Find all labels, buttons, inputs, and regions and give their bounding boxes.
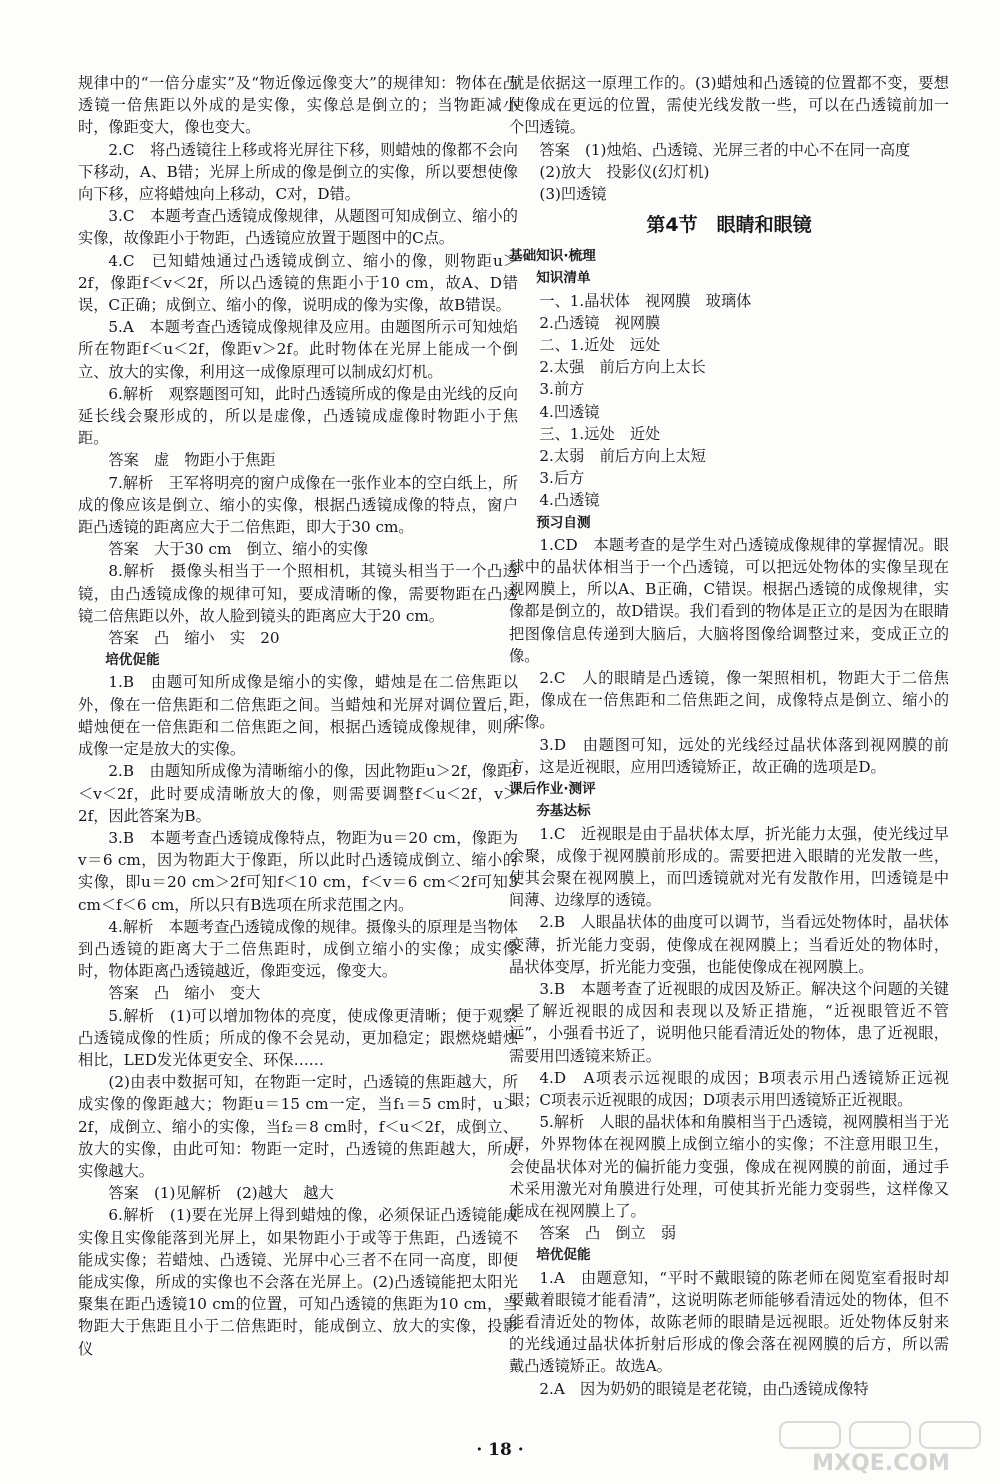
paragraph: (3)凹透镜 bbox=[539, 185, 607, 204]
paragraph: 5.解析 人眼的晶状体和角膜相当于凸透镜，视网膜相当于光屏，外界物体在视网膜上成倒立缩小的实像；不注意用眼卫生，会使晶状体对光的偏折能力变强，像成在视网膜的前面，通过手术采用激光对角膜进行处理，可使其折光能力变弱些，这样像又能成在视网膜上了。 bbox=[509, 1113, 949, 1220]
paragraph: 7.解析 王军将明亮的窗户成像在一张作业本的空白纸上，所成的像应该是倒立、缩小的实像，根据凸透镜成像的特点，窗户距凸透镜的距离应大于二倍焦距，即大于30 cm。 bbox=[78, 473, 518, 537]
paragraph: 4.C 已知蜡烛通过凸透镜成倒立、缩小的像，则物距u＞2f，像距f＜v＜2f，所以凸透镜的焦距小于10 cm，故A、D错误，C正确；成倒立、缩小的像，说明成的像为实像，故B错误。 bbox=[78, 251, 518, 315]
paragraph: 1.B 由题可知所成像是缩小的实像，蜡烛是在二倍焦距以外，像在一倍焦距和二倍焦距之间。当蜡烛和光屏对调位置后，蜡烛便在一倍焦距和二倍焦距之间，根据凸透镜成像规律，则所成像一定是放大的实像。 bbox=[78, 673, 518, 759]
paragraph: 答案 凸 缩小 变大 bbox=[108, 984, 261, 1003]
subheading: 培优促能 bbox=[105, 652, 160, 669]
subheading: 培优促能 bbox=[536, 1247, 591, 1264]
paragraph: 答案 虚 物距小于焦距 bbox=[108, 451, 276, 470]
paragraph: 答案 大于30 cm 倒立、缩小的实像 bbox=[108, 540, 369, 559]
paragraph: 2.太弱 前后方向上太短 bbox=[539, 447, 706, 466]
paragraph: 1.CD 本题考查的是学生对凸透镜成像规律的掌握情况。眼球中的晶状体相当于一个凸透镜，可以把远处物体的实像呈现在视网膜上，所以A、B正确，C错误。根据凸透镜的成像规律，实像都是倒立的，故D错误。我们看到的物体是正立的是因为在眼睛把图像信息传递到大脑后，大脑将图像给调整过来，变成正立的像。 bbox=[509, 535, 949, 665]
paragraph: 4.凹透镜 bbox=[539, 402, 600, 421]
subheading: 预习自测 bbox=[536, 514, 591, 531]
page-number: · 18 · bbox=[476, 1440, 524, 1460]
paragraph: 1.A 由题意知，“平时不戴眼镜的陈老师在阅览室看报时却要戴着眼镜才能看清”，这说明陈老师能够看清远处的物体，但不能看清近处的物体，故陈老师的眼睛是远视眼。近处物体反射来的光线通过晶状体折射后形成的像会落在视网膜的后方，所以需戴凸透镜矫正。故选A。 bbox=[509, 1268, 949, 1376]
paragraph: 1.C 近视眼是由于晶状体太厚，折光能力太强，使光线过早会聚，成像于视网膜前形成的。需要把进入眼睛的光发散一些，使其会聚在视网膜上，而凹透镜就对光有发散作用，凹透镜是中间薄、边缘厚的透镜。 bbox=[509, 824, 949, 910]
paragraph: 一、1.晶状体 视网膜 玻璃体 bbox=[539, 291, 752, 310]
subheading: 基础知识·梳理 bbox=[509, 248, 596, 265]
left-column bbox=[78, 72, 518, 1360]
paragraph: 二、1.近处 远处 bbox=[539, 336, 661, 355]
paragraph: 6.解析 观察题图可知，此时凸透镜所成的像是由光线的反向延长线会聚形成的，所以是虚像，凸透镜成虚像时物距小于焦距。 bbox=[78, 384, 518, 448]
paragraph: 答案 (1)烛焰、凸透镜、光屏三者的中心不在同一高度 bbox=[539, 140, 911, 159]
paragraph: 3.前方 bbox=[539, 380, 585, 399]
paragraph: 答案 凸 倒立 弱 bbox=[539, 1224, 677, 1243]
paragraph: 3.B 本题考查凸透镜成像特点，物距为u＝20 cm，像距为v＝6 cm，因为物距大于像距，所以此时凸透镜成倒立、缩小的实像，即u＝20 cm＞2f可知f＜10 cm，f＜v＝6 cm＜2f可知3 cm＜f＜6 cm，所以只有B选项在所求范围之内。 bbox=[78, 828, 518, 914]
paragraph: 3.C 本题考查凸透镜成像规律，从题图可知成倒立、缩小的实像，故像距小于物距，凸透镜应放置于题图中的C点。 bbox=[78, 207, 518, 248]
paragraph: 就是依据这一原理工作的。(3)蜡烛和凸透镜的位置都不变，要想使像成在更远的位置，需使光线发散一些，可以在凸透镜前加一个凹透镜。 bbox=[509, 74, 949, 137]
paragraph: 2.A 因为奶奶的眼镜是老花镜，由凸透镜成像特 bbox=[539, 1379, 869, 1398]
section-title: 第4节 眼睛和眼镜 bbox=[646, 214, 812, 237]
paragraph: (2)放大 投影仪(幻灯机) bbox=[539, 162, 710, 181]
paragraph: 3.B 本题考查了近视眼的成因及矫正。解决这个问题的关键是了解近视眼的成因和表现以及矫正措施，“近视眼管近不管远”，小强看书近了，说明他只能看清近处的物体，患了近视眼，需要用凹透镜来矫正。 bbox=[509, 979, 949, 1065]
paragraph: 2.太强 前后方向上太长 bbox=[539, 358, 706, 377]
paragraph: 2.B 人眼晶状体的曲度可以调节，当看远处物体时，晶状体变薄，折光能力变弱，使像成在视网膜上；当看近处的物体时，晶状体变厚，折光能力变强，也能使像成在视网膜上。 bbox=[509, 913, 949, 976]
paragraph: 2.B 由题知所成像为清晰缩小的像，因此物距u＞2f，像距f＜v＜2f，此时要成清晰放大的像，则需要调整f＜u＜2f，v＞2f，因此答案为B。 bbox=[78, 762, 518, 825]
paragraph: 8.解析 摄像头相当于一个照相机，其镜头相当于一个凸透镜，由凸透镜成像的规律可知，要成清晰的像，需要物距在凸透镜二倍焦距以外，故人脸到镜头的距离应大于20 cm。 bbox=[78, 562, 518, 625]
watermark-logo bbox=[776, 1418, 986, 1476]
paragraph: 答案 (1)见解析 (2)越大 越大 bbox=[108, 1184, 334, 1203]
paragraph: (2)由表中数据可知，在物距一定时，凸透镜的焦距越大，所成实像的像距越大；物距u＝15 cm一定，当f₁＝5 cm时，u＞2f，成倒立、缩小的实像，当f₂＝8 cm时，f＜u＜2f，成倒立、放大的实像，由此可知：物距一定时，凸透镜的焦距越大，所成实像越大。 bbox=[78, 1073, 518, 1180]
paragraph: 5.解析 (1)可以增加物体的亮度，使成像更清晰；便于观察凸透镜成像的性质；所成的像不会晃动，更加稳定；跟燃烧蜡烛相比，LED发光体更安全、环保…… bbox=[78, 1006, 518, 1069]
watermark-text: MXQE.COM bbox=[812, 1451, 950, 1476]
paragraph: 2.C 将凸透镜往上移或将光屏往下移，则蜡烛的像都不会向下移动，A、B错；光屏上所成的像是倒立的实像，所以要想使像向下移，应将蜡烛向上移动，C对，D错。 bbox=[78, 140, 518, 204]
paragraph: 3.D 由题图可知，远处的光线经过晶状体落到视网膜的前方，这是近视眼，应用凹透镜矫正，故正确的选项是D。 bbox=[509, 735, 949, 776]
right-column bbox=[509, 72, 949, 1400]
paragraph: 规律中的“一倍分虚实”及“物近像远像变大”的规律知：物体在凸透镜一倍焦距以外成的是实像，实像总是倒立的；当物距减小时，像距变大，像也变大。 bbox=[78, 74, 518, 137]
paragraph: 4.解析 本题考查凸透镜成像的规律。摄像头的原理是当物体到凸透镜的距离大于二倍焦距时，成倒立缩小的实像；成实像时，物体距离凸透镜越近，像距变远，像变大。 bbox=[78, 917, 518, 981]
subheading: 课后作业·测评 bbox=[509, 781, 596, 798]
paragraph: 6.解析 (1)要在光屏上得到蜡烛的像，必须保证凸透镜能成实像且实像能落到光屏上，如果物距小于或等于焦距，凸透镜不能成实像；若蜡烛、凸透镜、光屏中心三者不在同一高度，即便能成实像，所成的实像也不会落在光屏上。(2)凸透镜能把太阳光聚集在距凸透镜10 cm的位置，可知凸透镜的焦距为10 cm，当物距大于焦距且小于二倍焦距时，能成倒立、放大的实像，投影仪 bbox=[78, 1206, 518, 1358]
paragraph: 4.D A项表示远视眼的成因；B项表示用凸透镜矫正远视眼；C项表示近视眼的成因；D项表示用凹透镜矫正近视眼。 bbox=[509, 1068, 949, 1109]
paragraph: 2.C 人的眼睛是凸透镜，像一架照相机，物距大于二倍焦距，像成在一倍焦距和二倍焦距之间，成像特点是倒立、缩小的实像。 bbox=[509, 669, 949, 732]
paragraph: 4.凸透镜 bbox=[539, 491, 600, 510]
paragraph: 2.凸透镜 视网膜 bbox=[539, 313, 661, 332]
subheading: 夯基达标 bbox=[536, 803, 591, 820]
paragraph: 3.后方 bbox=[539, 469, 585, 488]
paragraph: 5.A 本题考查凸透镜成像规律及应用。由题图所示可知烛焰所在物距f＜u＜2f，像距v＞2f。此时物体在光屏上能成一个倒立、放大的实像，利用这一成像原理可以制成幻灯机。 bbox=[78, 318, 518, 381]
paragraph: 答案 凸 缩小 实 20 bbox=[108, 629, 280, 648]
paragraph: 三、1.远处 近处 bbox=[539, 424, 661, 443]
subheading: 知识清单 bbox=[536, 270, 591, 287]
